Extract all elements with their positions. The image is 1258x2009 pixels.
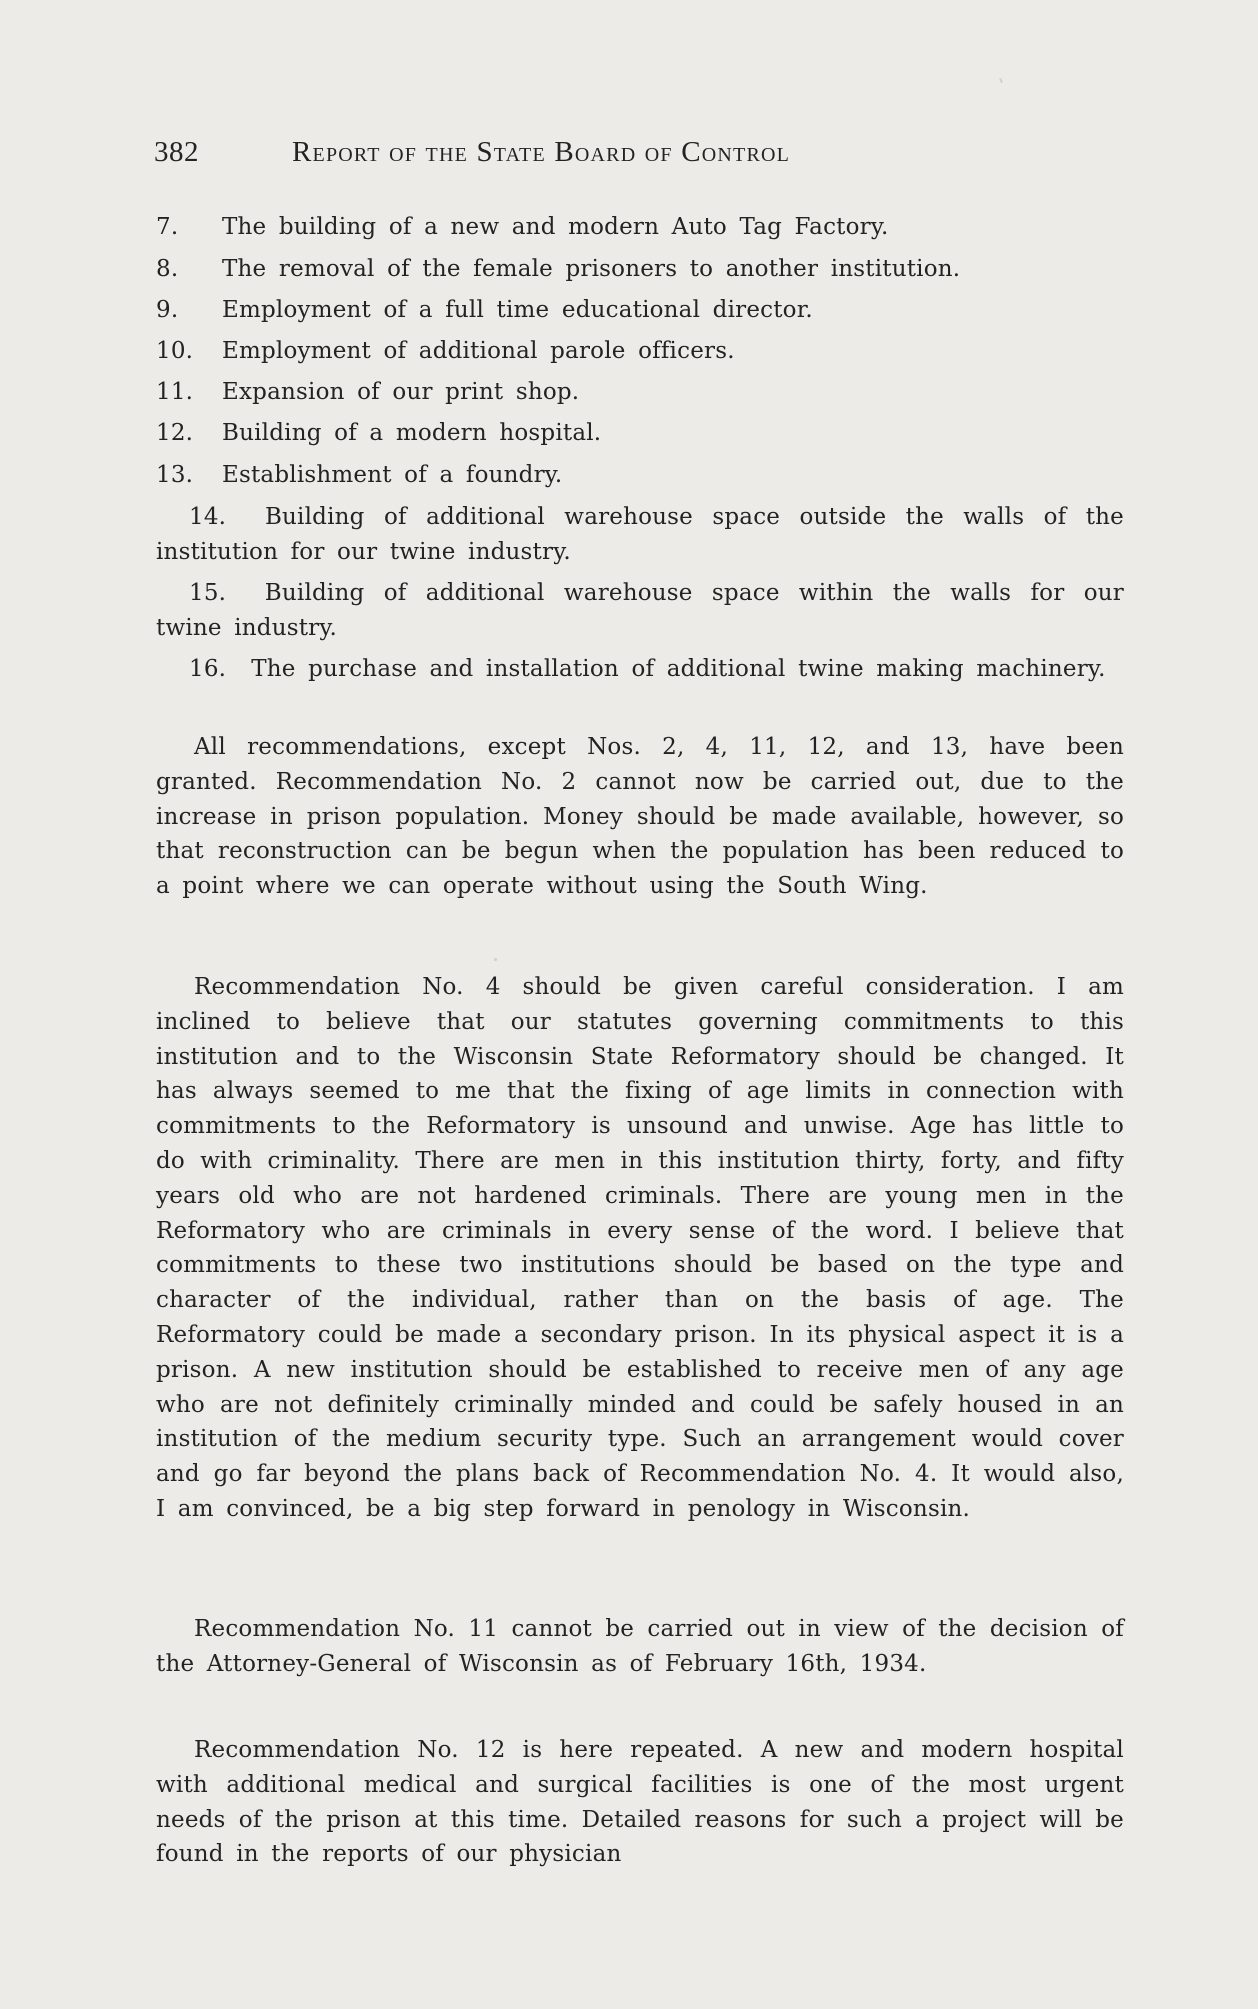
list-item-number: 15. (189, 580, 227, 606)
list-item (156, 293, 1124, 328)
paper-speck (494, 958, 497, 961)
list-item-number: 12. (156, 420, 194, 446)
list-item (156, 458, 1124, 493)
list-item-text: Employment of additional parole officers. (222, 338, 735, 364)
list-item-text: Employment of a full time educational director. (222, 297, 813, 323)
list-item (156, 500, 1124, 570)
body-paragraph: Recommendation No. 12 is here repeated. A new and modern hospital with additional medical and surgical facilities is one of the most urgent needs of the prison at this time. Detailed reasons for such a project will be found in the reports of our physician (156, 1737, 1124, 1868)
body-paragraph: Recommendation No. 4 should be given careful consideration. I am inclined to believe that our statutes governing commitments to this institution and to the Wisconsin State Reformatory should be changed. It has always seemed to me that the fixing of age limits in connection with commitments to the Reformatory is unsound and unwise. Age has little to do with criminality. There are men in this institution thirty, forty, and fifty years old who are not hardened criminals. There are young men in the Reformatory who are criminals in every sense of the word. I believe that commitments to these two institutions should be based on the type and character of the individual, rather than on the basis of age. The Reformatory could be made a secondary prison. In its physical aspect it is a prison. A new institution should be established to receive men of any age who are not definitely criminally minded and could be safely housed in an institution of the medium security type. Such an arrangement would cover and go far beyond the plans back of Recommendation No. 4. It would also, I am convinced, be a big step forward in penology in Wisconsin. (156, 974, 1124, 1522)
list-item-text: Building of additional warehouse space outside the walls of the institution for our twine industry. (156, 504, 1124, 565)
list-item-number: 7. (156, 214, 179, 240)
list-item-number: 8. (156, 256, 179, 282)
list-item-text: The building of a new and modern Auto Tag Factory. (222, 214, 889, 240)
list-item (156, 576, 1124, 646)
list-item-number: 14. (189, 504, 227, 530)
body-paragraph: Recommendation No. 11 cannot be carried out in view of the decision of the Attorney-General of Wisconsin as of February 16th, 1934. (156, 1616, 1124, 1677)
list-item-number: 13. (156, 462, 194, 488)
list-item (156, 652, 1124, 687)
list-item-text: Expansion of our print shop. (222, 379, 580, 405)
list-item-text: The removal of the female prisoners to another institution. (222, 256, 961, 282)
page-header (154, 136, 1014, 176)
running-title: Report of the State Board of Control (292, 136, 791, 168)
list-item-text: Building of a modern hospital. (222, 420, 602, 446)
list-item-text: The purchase and installation of additional twine making machinery. (251, 656, 1106, 682)
list-item (156, 334, 1124, 369)
page-number: 382 (154, 136, 199, 168)
list-item-number: 11. (156, 379, 194, 405)
list-item-text: Establishment of a foundry. (222, 462, 563, 488)
list-item-number: 10. (156, 338, 194, 364)
list-item (156, 416, 1124, 451)
list-item-number: 16. (189, 656, 227, 682)
paper-speck (999, 78, 1003, 83)
list-item (156, 252, 1124, 287)
list-item (156, 375, 1124, 410)
list-item (156, 210, 1124, 245)
list-item-text: Building of additional warehouse space within the walls for our twine industry. (156, 580, 1124, 641)
body-paragraph: All recommendations, except Nos. 2, 4, 11, 12, and 13, have been granted. Recommendation No. 2 cannot now be carried out, due to the increase in prison population. Money should be made available, however, so that reconstruction can be begun when the population has been reduced to a point where we can operate without using the South Wing. (156, 734, 1124, 900)
list-item-number: 9. (156, 297, 179, 323)
